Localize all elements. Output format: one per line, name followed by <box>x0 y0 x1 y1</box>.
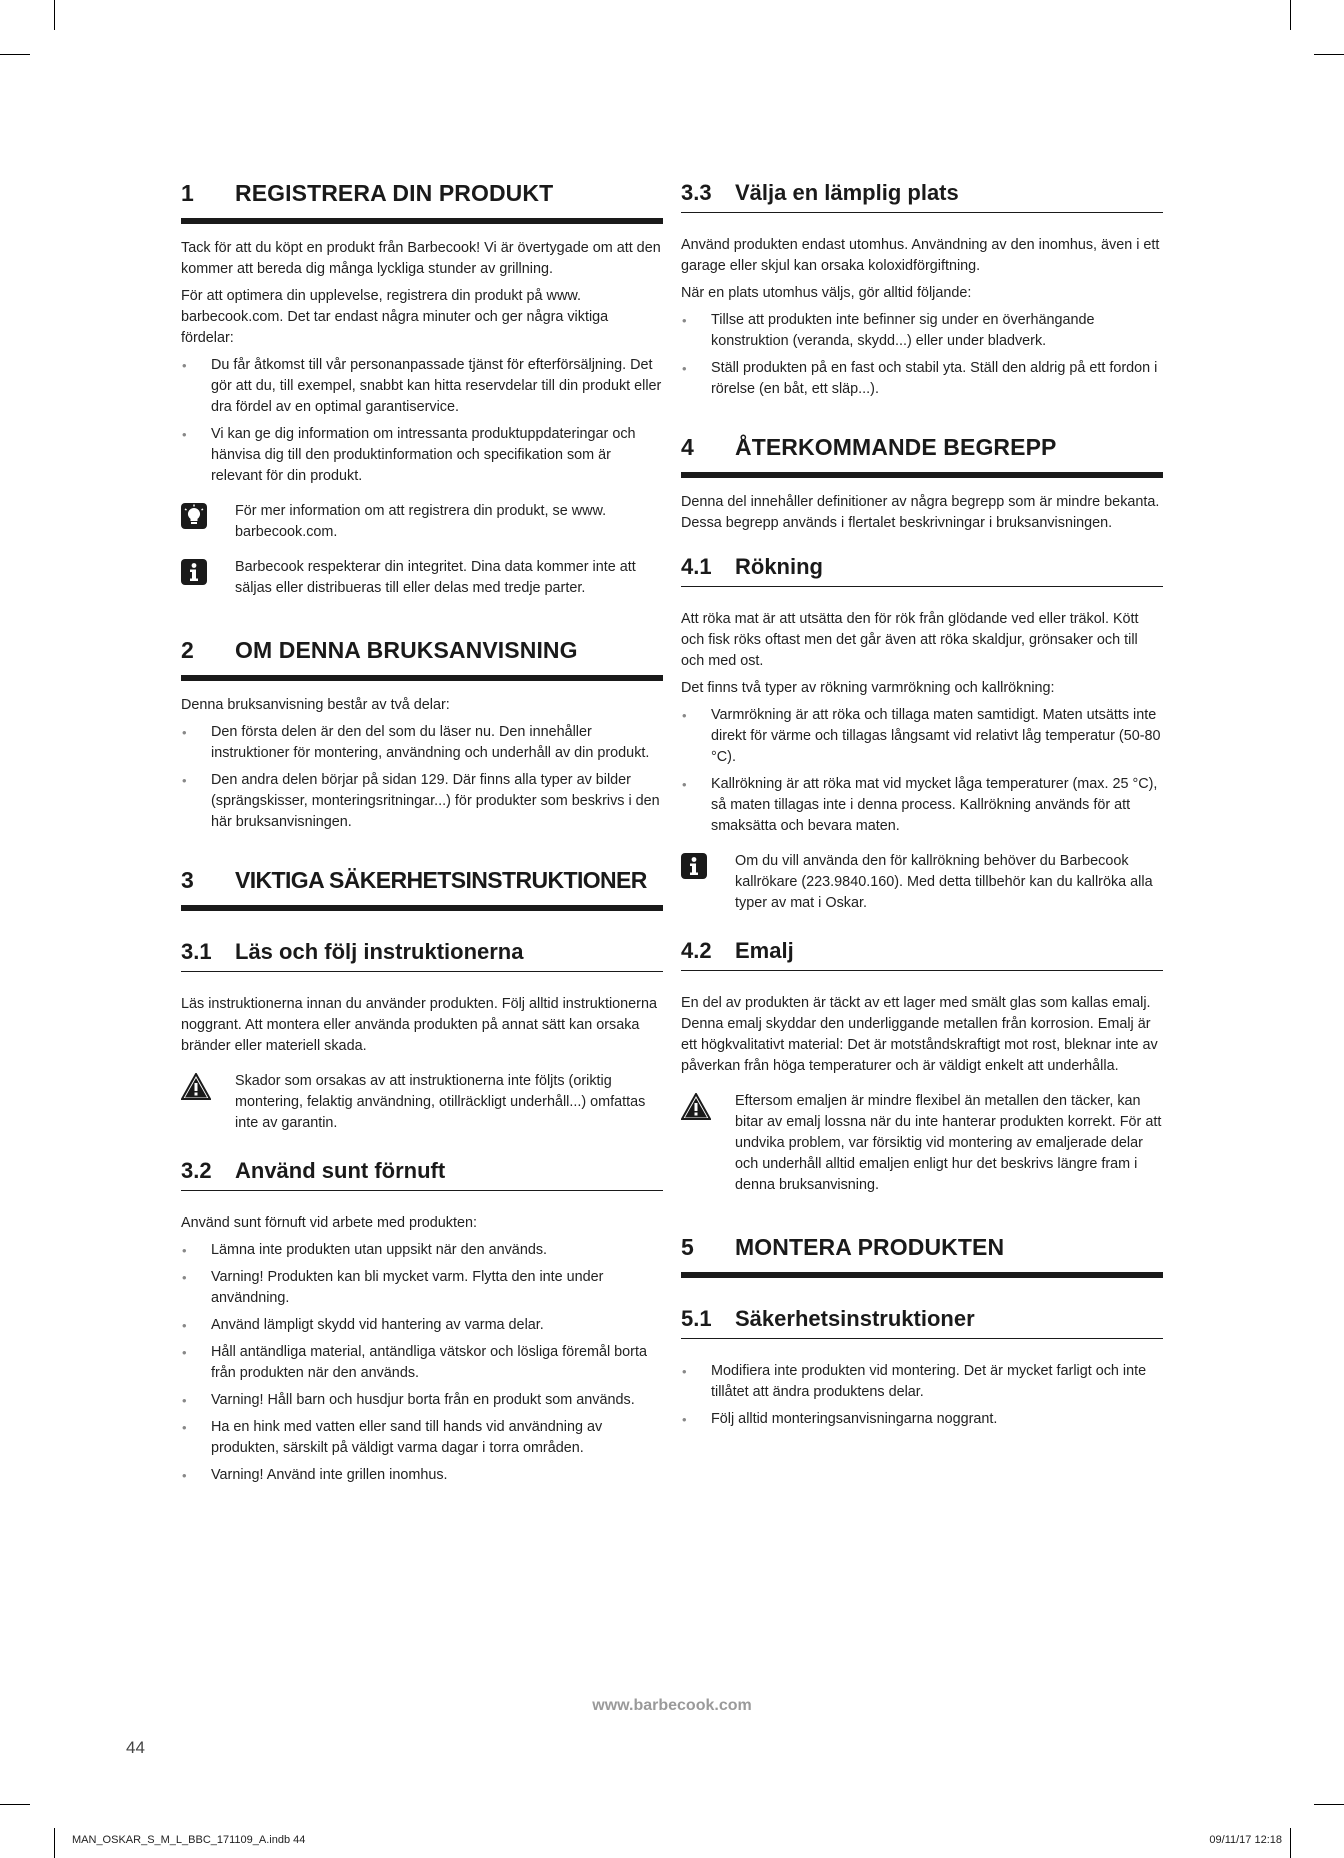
subsection-title: Välja en lämplig plats <box>735 180 959 205</box>
list-item: • Modifiera inte produkten vid montering. Det är mycket farligt och inte tillåtet att ändra produktens delar. <box>681 1361 1163 1403</box>
crop-mark <box>1314 1804 1344 1805</box>
bullet-list <box>181 722 663 833</box>
section-heading <box>181 180 663 224</box>
subsection-title: Läs och följ instruktionerna <box>235 939 524 964</box>
note-text: Om du vill använda den för kallrökning behöver du Barbecook kallrökare (223.9840.160). Med detta tillbehör kan du kallröka alla typer av mat i Oskar. <box>735 853 1153 911</box>
paragraph: Det finns två typer av rökning varmrökning och kallrökning: <box>681 680 1055 696</box>
subsection-heading <box>681 554 1163 587</box>
subsection-heading <box>681 180 1163 213</box>
paragraph: För att optimera din upplevelse, registrera din produkt på www. barbecook.com. Det tar endast några minuter och ger några viktiga fördelar: <box>181 288 609 346</box>
section-number: 3 <box>181 867 194 893</box>
warning-note <box>181 1071 663 1134</box>
print-slug-date: 09/11/17 12:18 <box>1209 1834 1282 1846</box>
subsection-number: 4.1 <box>681 554 712 579</box>
list-item: • Håll antändliga material, antändliga vätskor och lösliga föremål borta från produkten när den används. <box>181 1342 663 1384</box>
warning-note <box>681 1091 1163 1196</box>
section-number: 2 <box>181 637 194 663</box>
crop-mark <box>54 0 55 30</box>
note-text: Eftersom emaljen är mindre flexibel än metallen den täcker, kan bitar av emalj lossna när du inte hanterar produkten korrekt. För att undvika problem, var försiktig vid montering av emaljerade delar och underhåll alltid emaljen enligt hur det beskrivs längre fram i denna bruksanvisning. <box>735 1093 1162 1193</box>
section-heading <box>681 1234 1163 1278</box>
note-text: För mer information om att registrera din produkt, se www. barbecook.com. <box>235 503 607 540</box>
section-number: 4 <box>681 434 694 460</box>
crop-mark <box>0 54 30 55</box>
info-note <box>681 851 1163 914</box>
info-icon <box>681 851 735 884</box>
list-item: • Den andra delen börjar på sidan 129. Där finns alla typer av bilder (sprängskisser, monteringsritningar...) för produkter som beskrivs i den här bruksanvisningen. <box>181 770 663 833</box>
subsection-number: 3.2 <box>181 1158 212 1183</box>
warning-icon <box>181 1071 235 1105</box>
bullet-list <box>181 355 663 487</box>
tip-note <box>181 501 663 543</box>
list-item: • Kallrökning är att röka mat vid mycket låga temperaturer (max. 25 °C), så maten tillagas inte i denna process. Kallrökning används för att smaksätta och bevara maten. <box>681 774 1163 837</box>
lightbulb-icon <box>181 501 235 534</box>
paragraph: Denna del innehåller definitioner av några begrepp som är mindre bekanta. Dessa begrepp används i flertalet beskrivningar i bruksanvisningen. <box>681 494 1160 531</box>
paragraph: Att röka mat är att utsätta den för rök från glödande ved eller träkol. Kött och fisk röks oftast men det går även att röka skaldjur, grönsaker och till och med ost. <box>681 611 1139 669</box>
left-column <box>181 180 663 1492</box>
note-text: Skador som orsakas av att instruktionerna inte följts (oriktig montering, felaktig användning, otillräckligt underhåll...) omfattas inte av garantin. <box>235 1073 646 1131</box>
subsection-title: Rökning <box>735 554 823 579</box>
list-item: • Använd lämpligt skydd vid hantering av varma delar. <box>181 1315 663 1336</box>
crop-mark <box>1290 1828 1291 1858</box>
paragraph: Läs instruktionerna innan du använder produkten. Följ alltid instruktionerna noggrant. Att montera eller använda produkten på annat sätt kan orsaka bränder eller materiell skada. <box>181 996 657 1054</box>
subsection-number: 3.1 <box>181 939 212 964</box>
subsection-title: Emalj <box>735 938 794 963</box>
list-item: • Du får åtkomst till vår personanpassade tjänst för efterförsäljning. Det gör att du, till exempel, snabbt kan hitta reservdelar till din produkt eller dra fördel av en optimal garantiservice. <box>181 355 663 418</box>
website-link[interactable]: www.barbecook.com <box>592 1697 752 1714</box>
bullet-list <box>681 705 1163 837</box>
info-icon <box>181 557 235 590</box>
subsection-heading <box>681 1306 1163 1339</box>
section-number: 5 <box>681 1234 694 1260</box>
page-number: 44 <box>126 1738 145 1757</box>
section-title: VIKTIGA SÄKERHETSINSTRUKTIONER <box>235 867 647 893</box>
section-heading <box>681 434 1163 478</box>
bullet-list <box>681 1361 1163 1430</box>
section-number: 1 <box>181 180 194 206</box>
list-item: • Varning! Håll barn och husdjur borta från en produkt som används. <box>181 1390 663 1411</box>
crop-mark <box>1290 0 1291 30</box>
subsection-number: 5.1 <box>681 1306 712 1331</box>
crop-mark <box>0 1804 30 1805</box>
subsection-title: Säkerhetsinstruktioner <box>735 1306 975 1331</box>
list-item: • Ha en hink med vatten eller sand till hands vid användning av produkten, särskilt på väldigt varma dagar i torra områden. <box>181 1417 663 1459</box>
right-column <box>681 180 1163 1436</box>
paragraph: Använd produkten endast utomhus. Användning av den inomhus, även i ett garage eller skjul kan orsaka koloxidförgiftning. <box>681 237 1160 274</box>
paragraph: En del av produkten är täckt av ett lager med smält glas som kallas emalj. Denna emalj skyddar den underliggande metallen från korrosion. Emalj är ett högkvalitativt material: Det är motståndskraftigt mot rost, bleknar inte av påverkan från höga temperaturer och är väldigt enkelt att underhålla. <box>681 995 1158 1074</box>
section-title: ÅTERKOMMANDE BEGREPP <box>735 434 1057 460</box>
bullet-list <box>181 1240 663 1486</box>
bullet-list <box>681 310 1163 400</box>
crop-mark <box>1314 54 1344 55</box>
list-item: • Vi kan ge dig information om intressanta produktuppdateringar och hänvisa dig till den produktinformation och specifikation som är relevant för din produkt. <box>181 424 663 487</box>
subsection-heading <box>181 939 663 972</box>
list-item: • Varning! Produkten kan bli mycket varm. Flytta den inte under användning. <box>181 1267 663 1309</box>
paragraph: Tack för att du köpt en produkt från Barbecook! Vi är övertygade om att den kommer att bereda dig många lyckliga stunder av grillning. <box>181 240 661 277</box>
section-title: OM DENNA BRUKSANVISNING <box>235 637 578 663</box>
subsection-heading <box>181 1158 663 1191</box>
list-item: • Varning! Använd inte grillen inomhus. <box>181 1465 663 1486</box>
warning-icon <box>681 1091 735 1125</box>
print-slug-file: MAN_OSKAR_S_M_L_BBC_171109_A.indb 44 <box>72 1834 306 1846</box>
paragraph: Denna bruksanvisning består av två delar: <box>181 697 450 713</box>
section-title: REGISTRERA DIN PRODUKT <box>235 180 554 206</box>
subsection-title: Använd sunt förnuft <box>235 1158 446 1183</box>
list-item: • Följ alltid monteringsanvisningarna noggrant. <box>681 1409 1163 1430</box>
list-item: • Den första delen är den del som du läser nu. Den innehåller instruktioner för montering, användning och underhåll av din produkt. <box>181 722 663 764</box>
list-item: • Tillse att produkten inte befinner sig under en överhängande konstruktion (veranda, skydd...) eller under bladverk. <box>681 310 1163 352</box>
note-text: Barbecook respekterar din integritet. Dina data kommer inte att säljas eller distribueras till eller delas med tredje parter. <box>235 559 636 596</box>
section-title: MONTERA PRODUKTEN <box>735 1234 1005 1260</box>
list-item: • Ställ produkten på en fast och stabil yta. Ställ den aldrig på ett fordon i rörelse (en båt, ett släp...). <box>681 358 1163 400</box>
section-heading <box>181 637 663 681</box>
section-heading <box>181 867 663 911</box>
list-item: • Varmrökning är att röka och tillaga maten samtidigt. Maten utsätts inte direkt för värme och tillagas långsamt vid relativt låg temperatur (50-80 °C). <box>681 705 1163 768</box>
info-note <box>181 557 663 599</box>
subsection-number: 3.3 <box>681 180 712 205</box>
list-item: • Lämna inte produkten utan uppsikt när den används. <box>181 1240 663 1261</box>
crop-mark <box>54 1828 55 1858</box>
paragraph: Använd sunt förnuft vid arbete med produkten: <box>181 1215 477 1231</box>
paragraph: När en plats utomhus väljs, gör alltid följande: <box>681 285 972 301</box>
subsection-heading <box>681 938 1163 971</box>
subsection-number: 4.2 <box>681 938 712 963</box>
